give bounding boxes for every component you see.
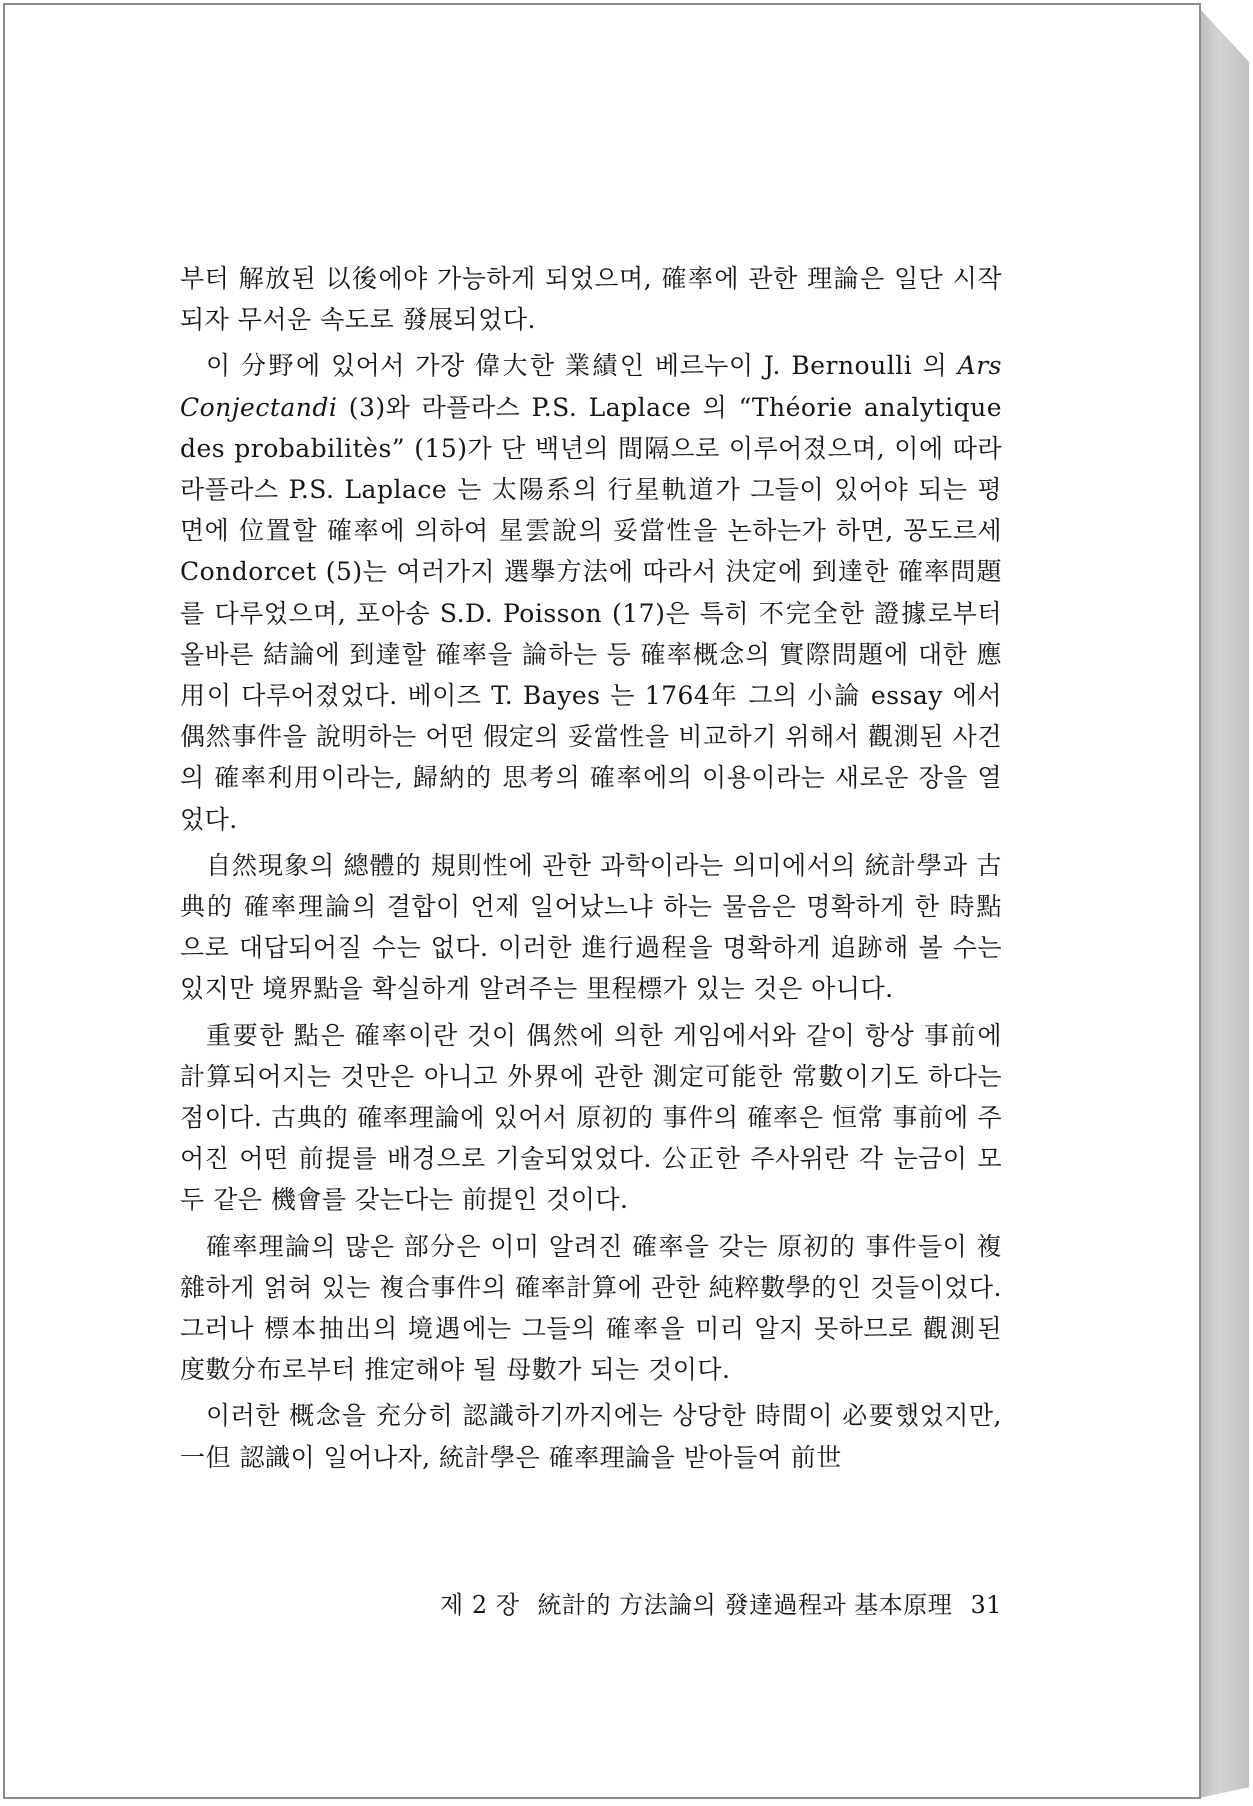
footer-title: 統計的 方法論의 發達過程과 基本原理 — [537, 1591, 953, 1619]
page-number: 31 — [970, 1591, 1002, 1619]
paragraph-2 — [180, 345, 1002, 839]
paragraph-5: 確率理論의 많은 部分은 이미 알려진 確率을 갖는 原初的 事件들이 複雜하게 얽혀 있는 複合事件의 確率計算에 관한 純粹數學的인 것들이었다. 그러나 標本抽出의 境遇에는 그들의 確率을 미리 알지 못하므로 觀測된 度數分布로부터 推定해야 될 母數가 되는 것이다. — [180, 1231, 1002, 1385]
paragraph-2-italic-title: Ars Conjectandi — [180, 351, 1002, 422]
paragraph-2-before: 이 分野에 있어서 가장 偉大한 業績인 베르누이 J. Bernoulli 의 — [206, 351, 958, 381]
page-edge-outline — [1199, 8, 1249, 1798]
page-footer — [180, 1585, 1002, 1620]
paragraph-2-after: (3)와 라플라스 P.S. Laplace 의 “Théorie analytique des probabilitès” (15)가 단 백년의 間隔으로 이루어졌으며, 이에 따라 라플라스 P.S. Laplace 는 太陽系의 行星軌道가 그들이 있어야 되는 평면에 位置할 確率에 의하여 星雲說의 妥當性을 논하는가 하면, 꽁도르세 Condorcet (5)는 여러가지 選擧方法에 따라서 決定에 到達한 確率問題를 다루었으며, 포아송 S.D. Poisson (17)은 특히 不完全한 證據로부터 올바른 結論에 到達할 確率을 論하는 등 確率概念의 實際問題에 대한 應用이 다루어졌었다. 베이즈 T. Bayes 는 1764年 그의 小論 essay 에서 偶然事件을 說明하는 어떤 假定의 妥當性을 비교하기 위해서 觀測된 사건의 確率利用이라는, 歸納的 思考의 確率에의 이용이라는 새로운 장을 열었다. — [180, 392, 1002, 834]
body-text — [180, 258, 1002, 1483]
paragraph-3: 自然現象의 總體的 規則性에 관한 과학이라는 의미에서의 統計學과 古典的 確率理論의 결합이 언제 일어났느냐 하는 물음은 명확하게 한 時點으로 대답되어질 수는 없다. 이러한 進行過程을 명확하게 追跡해 볼 수는 있지만 境界點을 확실하게 알려주는 里程標가 있는 것은 아니다. — [180, 850, 1002, 1004]
paragraph-1: 부터 解放된 以後에야 가능하게 되었으며, 確率에 관한 理論은 일단 시작되자 무서운 속도로 發展되었다. — [180, 264, 1002, 335]
paragraph-6: 이러한 概念을 充分히 認識하기까지에는 상당한 時間이 必要했었지만, 一但 認識이 일어나자, 統計學은 確率理論을 받아들여 前世 — [180, 1401, 1002, 1472]
footer-chapter: 제 2 장 — [440, 1591, 520, 1619]
paragraph-4: 重要한 點은 確率이란 것이 偶然에 의한 게임에서와 같이 항상 事前에 計算되어지는 것만은 아니고 外界에 관한 測定可能한 常數이기도 하다는 점이다. 古典的 確率理論에 있어서 原初的 事件의 確率은 恒常 事前에 주어진 어떤 前提를 배경으로 기술되었었다. 公正한 주사위란 각 눈금이 모두 같은 機會를 갖는다는 前提인 것이다. — [180, 1020, 1002, 1215]
